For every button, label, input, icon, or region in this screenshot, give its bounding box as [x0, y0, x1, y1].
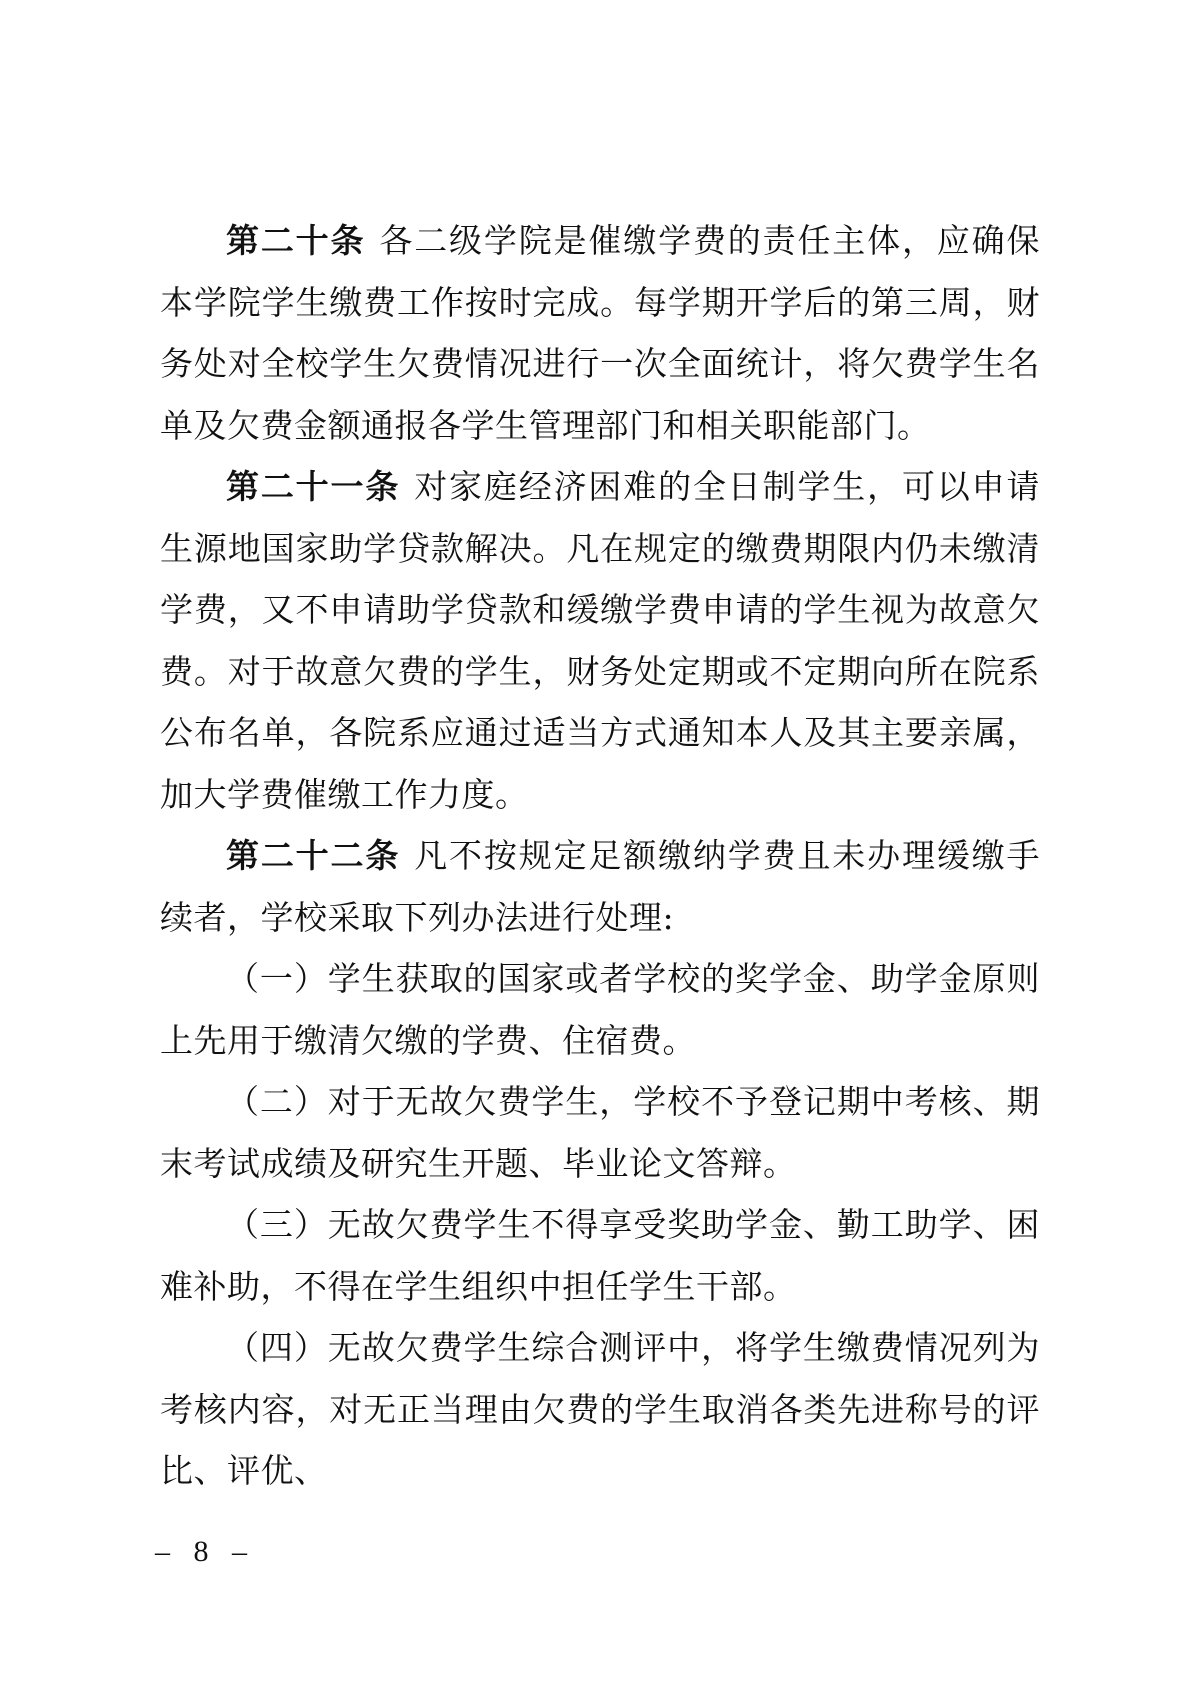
article-21 [160, 456, 1040, 825]
list-item-2: （二）对于无故欠费学生，学校不予登记期中考核、期末考试成绩及研究生开题、毕业论文答辩。 [160, 1082, 1040, 1183]
article-20 [160, 210, 1040, 456]
article-21-text: 对家庭经济困难的全日制学生，可以申请生源地国家助学贷款解决。凡在规定的缴费期限内仍未缴清学费，又不申请助学贷款和缓缴学费申请的学生视为故意欠费。对于故意欠费的学生，财务处定期或不定期向所在院系公布名单，各院系应通过适当方式通知本人及其主要亲属，加大学费催缴工作力度。 [160, 467, 1041, 814]
list-item-1: （一）学生获取的国家或者学校的奖学金、助学金原则上先用于缴清欠缴的学费、住宿费。 [160, 959, 1040, 1060]
list-item-3: （三）无故欠费学生不得享受奖助学金、勤工助学、困难补助，不得在学生组织中担任学生干部。 [160, 1205, 1040, 1306]
article-22-text: 凡不按规定足额缴纳学费且未办理缓缴手续者，学校采取下列办法进行处理: [160, 836, 1041, 937]
article-20-text: 各二级学院是催缴学费的责任主体，应确保本学院学生缴费工作按时完成。每学期开学后的第三周，财务处对全校学生欠费情况进行一次全面统计，将欠费学生名单及欠费金额通报各学生管理部门和相关职能部门。 [160, 221, 1041, 445]
document-body [160, 210, 1040, 1502]
article-20-title: 第二十条 [226, 221, 366, 260]
list-item-4: （四）无故欠费学生综合测评中，将学生缴费情况列为考核内容，对无正当理由欠费的学生取消各类先进称号的评比、评优、 [160, 1328, 1040, 1490]
article-22 [160, 825, 1040, 948]
article-22-title: 第二十二条 [226, 836, 401, 875]
article-21-title: 第二十一条 [226, 467, 401, 506]
page-number: – 8 – [155, 1535, 255, 1568]
